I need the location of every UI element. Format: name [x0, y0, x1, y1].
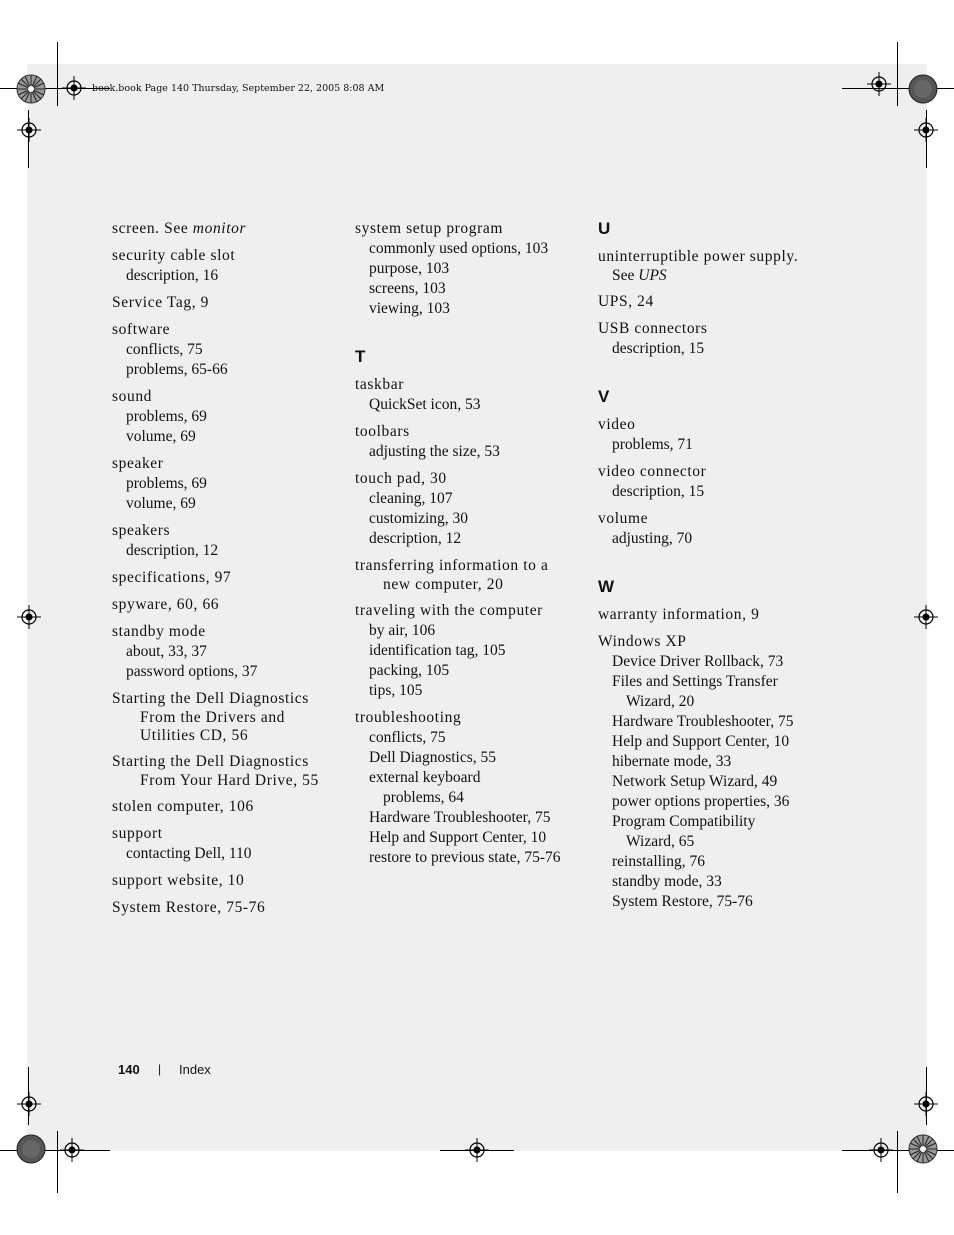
- index-subentry: external keyboard: [369, 769, 481, 786]
- index-heading-text: speaker: [112, 455, 164, 472]
- index-entry: [112, 689, 342, 745]
- index-entry-heading: [598, 415, 828, 435]
- index-subentry: QuickSet icon, 53: [369, 396, 481, 413]
- see-text: See: [612, 267, 639, 284]
- index-entry-heading: [112, 622, 342, 642]
- index-heading-text: stolen computer, 106: [112, 798, 254, 815]
- index-entry: [598, 462, 828, 502]
- index-subentry: identification tag, 105: [369, 642, 506, 659]
- index-subentry: by air, 106: [369, 622, 436, 639]
- index-heading-text: UPS, 24: [598, 293, 654, 310]
- index-heading-text: software: [112, 321, 171, 338]
- index-subentry: Help and Support Center, 10: [612, 733, 790, 750]
- page-number: 140: [118, 1062, 140, 1077]
- index-subentry: Network Setup Wizard, 49: [612, 773, 778, 790]
- index-entry-heading: [112, 689, 342, 709]
- index-subentry: purpose, 103: [369, 260, 450, 277]
- index-heading-text: taskbar: [355, 376, 404, 393]
- index-entry-heading: [355, 556, 585, 576]
- index-heading-continuation: Utilities CD, 56: [140, 727, 249, 744]
- index-heading-text: System Restore, 75-76: [112, 899, 266, 916]
- index-subentry: conflicts, 75: [126, 341, 203, 358]
- registration-target-icon: [62, 76, 86, 100]
- index-entry-heading: [112, 454, 342, 474]
- index-entry: [112, 871, 342, 891]
- crop-mark: [57, 1131, 58, 1193]
- index-entry: [112, 622, 342, 682]
- index-entry-heading: [598, 462, 828, 482]
- index-entry: [355, 556, 585, 594]
- index-heading-text: warranty information, 9: [598, 606, 760, 623]
- index-entry-heading: [112, 293, 342, 313]
- index-subentry: description, 16: [126, 267, 219, 284]
- index-entry-heading: [355, 469, 585, 489]
- registration-target-icon: [17, 605, 41, 629]
- index-subentry: description, 15: [612, 483, 705, 500]
- index-entry-heading: [355, 375, 585, 395]
- index-entry-heading: [112, 219, 342, 239]
- index-column-2: [355, 219, 585, 875]
- index-entry-heading: [112, 595, 342, 615]
- index-subentry: Hardware Troubleshooter, 75: [612, 713, 794, 730]
- index-entry: [355, 375, 585, 415]
- index-entry: [598, 415, 828, 455]
- index-letter-heading: V: [598, 387, 610, 406]
- index-entry: [598, 605, 828, 625]
- index-entry: [112, 293, 342, 313]
- index-heading-text: security cable slot: [112, 247, 236, 264]
- index-heading-text: support: [112, 825, 163, 842]
- index-entry: [598, 632, 828, 912]
- index-entry: [355, 708, 585, 868]
- index-entry-heading: [112, 797, 342, 817]
- index-entry-heading: [112, 568, 342, 588]
- index-subentry: Device Driver Rollback, 73: [612, 653, 784, 670]
- index-heading-continuation: new computer, 20: [383, 576, 504, 593]
- index-subentry: cleaning, 107: [369, 490, 453, 507]
- index-column-3: [598, 219, 828, 919]
- index-letter-heading: U: [598, 219, 611, 238]
- index-subentry: adjusting, 70: [612, 530, 693, 547]
- crop-mark: [897, 1131, 898, 1193]
- index-subentry: volume, 69: [126, 428, 196, 445]
- index-heading-text: standby mode: [112, 623, 206, 640]
- print-slug: book.book Page 140 Thursday, September 22, 2005 8:08 AM: [92, 83, 385, 94]
- index-heading-text: screen. See: [112, 220, 193, 237]
- index-heading-text: Windows XP: [598, 633, 687, 650]
- index-entry-heading: [355, 601, 585, 621]
- index-heading-text: Service Tag, 9: [112, 294, 209, 311]
- registration-target-icon: [17, 118, 41, 142]
- registration-target-icon: [17, 1092, 41, 1116]
- index-column-1: [112, 219, 342, 925]
- registration-target-icon: [914, 118, 938, 142]
- index-entry-heading: [598, 319, 828, 339]
- index-subentry: problems, 69: [126, 475, 207, 492]
- index-entry-heading: [598, 632, 828, 652]
- index-entry: [112, 246, 342, 286]
- index-entry: [112, 387, 342, 447]
- index-heading-text: volume: [598, 510, 649, 527]
- index-heading-text: touch pad, 30: [355, 470, 447, 487]
- index-heading-text: toolbars: [355, 423, 410, 440]
- index-entry: [598, 509, 828, 549]
- index-entry: [112, 898, 342, 918]
- index-subentry: viewing, 103: [369, 300, 450, 317]
- index-subentry: packing, 105: [369, 662, 450, 679]
- index-cross-reference-line: [598, 267, 828, 285]
- index-entry-heading: [112, 871, 342, 891]
- index-entry-heading: [355, 219, 585, 239]
- index-entry: [112, 797, 342, 817]
- index-subentry: problems, 65-66: [126, 361, 228, 378]
- index-subentry: restore to previous state, 75-76: [369, 849, 561, 866]
- index-heading-text: video connector: [598, 463, 707, 480]
- registration-target-icon: [869, 1138, 893, 1162]
- index-letter-heading: W: [598, 577, 615, 596]
- index-entry-heading: [598, 605, 828, 625]
- index-cross-reference: monitor: [192, 220, 247, 237]
- registration-target-icon: [914, 605, 938, 629]
- index-heading-text: Starting the Dell Diagnostics: [112, 690, 309, 707]
- index-heading-continuation: From Your Hard Drive, 55: [140, 772, 319, 789]
- index-subentry: problems, 69: [126, 408, 207, 425]
- index-entry-heading: [598, 247, 828, 267]
- index-heading-text: troubleshooting: [355, 709, 462, 726]
- index-subentry: System Restore, 75-76: [612, 893, 753, 910]
- index-subentry: reinstalling, 76: [612, 853, 705, 870]
- index-entry: [598, 292, 828, 312]
- index-subentry: commonly used options, 103: [369, 240, 549, 257]
- index-letter-heading: T: [355, 347, 366, 366]
- index-subentry: adjusting the size, 53: [369, 443, 500, 460]
- index-heading-text: transferring information to a: [355, 557, 549, 574]
- registration-target-icon: [867, 72, 891, 96]
- index-entry: [112, 824, 342, 864]
- index-entry-heading: [112, 246, 342, 266]
- index-subentry: customizing, 30: [369, 510, 469, 527]
- index-heading-text: support website, 10: [112, 872, 245, 889]
- index-subentry: problems, 71: [612, 436, 693, 453]
- index-heading-text: uninterruptible power supply.: [598, 248, 799, 265]
- index-subentry: Program Compatibility: [612, 813, 756, 830]
- index-heading-continuation: From the Drivers and: [140, 709, 286, 726]
- index-entry-heading: [112, 824, 342, 844]
- index-entry-heading: [355, 708, 585, 728]
- registration-disc-icon: [908, 74, 938, 104]
- index-entry-heading: [112, 898, 342, 918]
- index-entry: [355, 601, 585, 701]
- index-subentry: password options, 37: [126, 663, 258, 680]
- index-entry-heading: [112, 387, 342, 407]
- index-entry-heading: [598, 292, 828, 312]
- registration-disc-icon: [16, 1134, 46, 1164]
- index-subentry: standby mode, 33: [612, 873, 722, 890]
- index-entry: [112, 595, 342, 615]
- index-subentry: Files and Settings Transfer: [612, 673, 778, 690]
- registration-target-icon: [465, 1138, 489, 1162]
- index-subentry: tips, 105: [369, 682, 423, 699]
- registration-target-icon: [60, 1138, 84, 1162]
- index-subentry-continuation: Wizard, 65: [626, 833, 695, 850]
- index-heading-text: traveling with the computer: [355, 602, 543, 619]
- index-subentry: description, 12: [369, 530, 462, 547]
- index-entry: [112, 521, 342, 561]
- index-subentry: description, 15: [612, 340, 705, 357]
- registration-starburst-icon: [908, 1134, 938, 1164]
- index-heading-text: specifications, 97: [112, 569, 232, 586]
- index-subentry: about, 33, 37: [126, 643, 207, 660]
- index-entry-heading: [112, 752, 342, 772]
- index-subentry: description, 12: [126, 542, 219, 559]
- crop-mark: [897, 42, 898, 106]
- index-entry-heading: [112, 521, 342, 541]
- index-subentry-continuation: problems, 64: [383, 789, 464, 806]
- index-cross-reference: UPS: [638, 267, 667, 284]
- index-entry: [355, 469, 585, 549]
- index-entry: [112, 568, 342, 588]
- footer-separator: |: [158, 1062, 162, 1076]
- registration-target-icon: [914, 1092, 938, 1116]
- index-entry: [112, 320, 342, 380]
- index-entry: [355, 422, 585, 462]
- index-heading-text: USB connectors: [598, 320, 708, 337]
- index-subentry: Hardware Troubleshooter, 75: [369, 809, 551, 826]
- index-subentry: contacting Dell, 110: [126, 845, 252, 862]
- index-heading-text: system setup program: [355, 220, 504, 237]
- index-subentry-continuation: Wizard, 20: [626, 693, 695, 710]
- index-heading-text: spyware, 60, 66: [112, 596, 220, 613]
- index-subentry: Dell Diagnostics, 55: [369, 749, 496, 766]
- index-entry: [355, 219, 585, 319]
- section-title: Index: [179, 1062, 211, 1077]
- index-entry-heading: [355, 422, 585, 442]
- index-subentry: screens, 103: [369, 280, 446, 297]
- index-heading-text: speakers: [112, 522, 171, 539]
- registration-starburst-icon: [16, 74, 46, 104]
- crop-mark: [57, 42, 58, 106]
- index-subentry: conflicts, 75: [369, 729, 446, 746]
- index-entry: [112, 752, 342, 790]
- index-entry: [598, 319, 828, 359]
- index-subentry: power options properties, 36: [612, 793, 790, 810]
- index-heading-text: sound: [112, 388, 153, 405]
- index-entry: [112, 219, 342, 239]
- index-entry-heading: [598, 509, 828, 529]
- index-subentry: Help and Support Center, 10: [369, 829, 547, 846]
- index-subentry: volume, 69: [126, 495, 196, 512]
- index-heading-text: Starting the Dell Diagnostics: [112, 753, 309, 770]
- index-entry-heading: [112, 320, 342, 340]
- index-subentry: hibernate mode, 33: [612, 753, 732, 770]
- index-entry: [598, 247, 828, 285]
- index-heading-text: video: [598, 416, 636, 433]
- index-entry: [112, 454, 342, 514]
